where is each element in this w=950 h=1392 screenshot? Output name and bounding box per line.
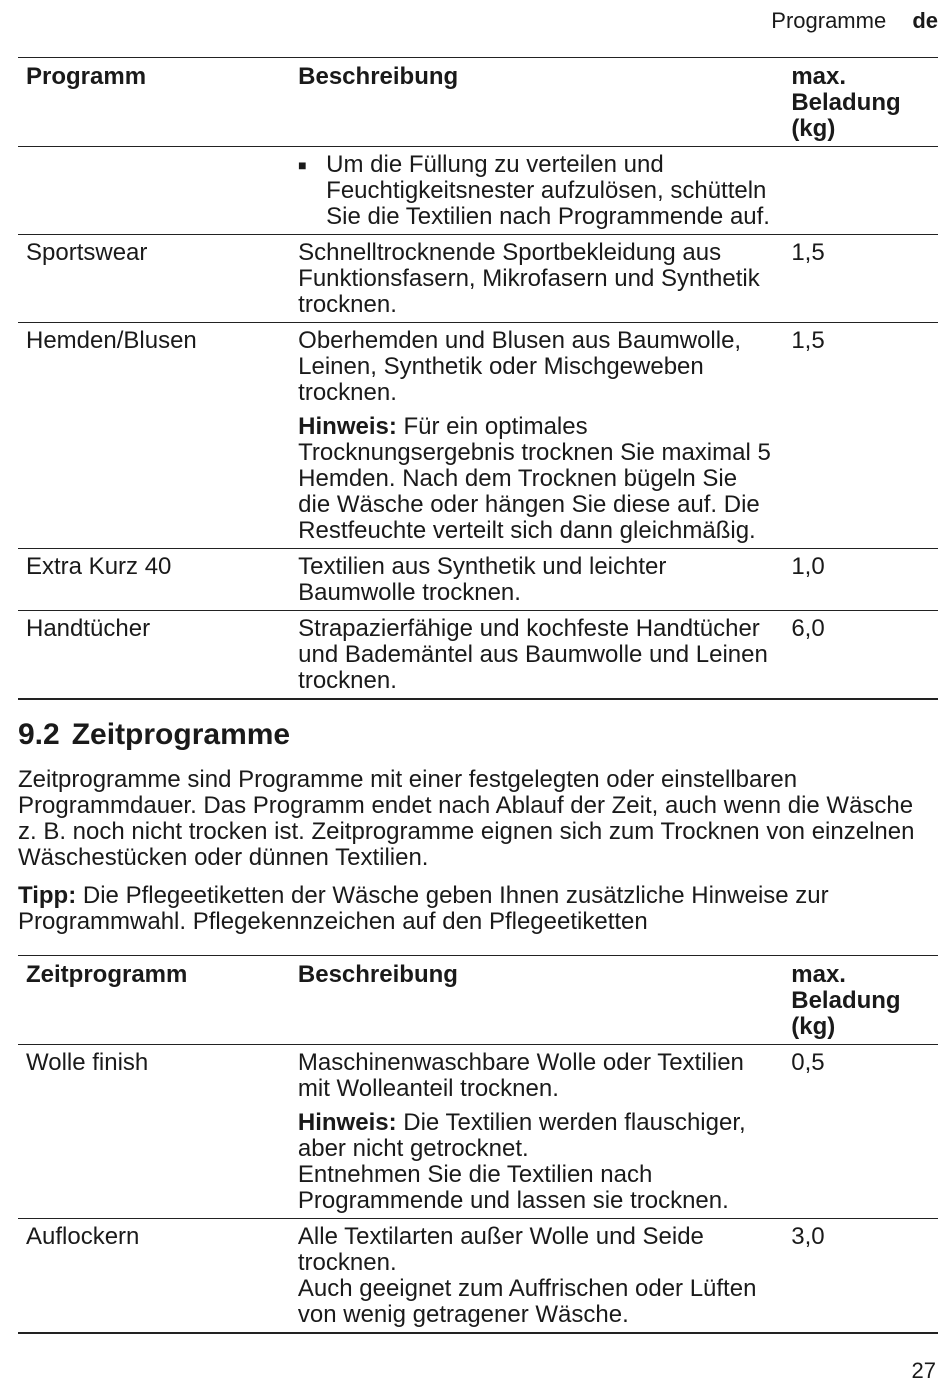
table-row xyxy=(18,549,938,611)
header-program: Programm xyxy=(26,63,147,90)
table-header-row xyxy=(18,58,938,147)
program-load: 1,5 xyxy=(791,327,825,354)
table-row xyxy=(18,323,938,549)
bullet-square-icon: ■ xyxy=(298,157,307,173)
time-program-table xyxy=(18,955,938,1334)
note-label: Hinweis: xyxy=(297,1109,397,1136)
program-name: Extra Kurz 40 xyxy=(26,553,172,580)
header-load: max. Beladung (kg) xyxy=(791,63,901,142)
section-number: 9.2 xyxy=(18,718,60,751)
program-load: 0,5 xyxy=(791,1049,825,1076)
note-text: Für ein optimales Trocknungsergebnis trocknen Sie maximal 5 Hemden. Nach dem Trocknen bügeln Sie die Wäsche oder hängen Sie diese auf. Die Restfeuchte verteilt sich dann gleichmäßig. xyxy=(298,413,771,544)
program-load: 3,0 xyxy=(791,1223,825,1250)
program-load: 6,0 xyxy=(791,615,825,642)
program-description: Maschinenwaschbare Wolle oder Textilien mit Wolleanteil trocknen. xyxy=(297,1049,744,1102)
header-section: Programme xyxy=(771,8,887,33)
program-name: Auflockern xyxy=(26,1223,140,1250)
note-extra: Entnehmen Sie die Textilien nach Programmende und lassen sie trocknen. xyxy=(297,1161,729,1214)
table-header-row xyxy=(18,956,938,1045)
table-row xyxy=(18,611,938,700)
program-description: Oberhemden und Blusen aus Baumwolle, Leinen, Synthetik oder Mischgeweben trocknen. xyxy=(298,327,742,406)
page-number: 27 xyxy=(911,1358,936,1383)
header-program: Zeitprogramm xyxy=(26,961,188,988)
header-load: max. Beladung (kg) xyxy=(791,961,901,1040)
program-note xyxy=(298,414,775,544)
header-description: Beschreibung xyxy=(298,63,459,90)
program-name: Handtücher xyxy=(26,615,151,642)
program-description: Strapazierfähige und kochfeste Handtücher und Bademäntel aus Baumwolle und Leinen trocknen. xyxy=(298,615,768,694)
tip-paragraph xyxy=(18,883,918,935)
section-intro: Zeitprogramme sind Programme mit einer festgelegten oder einstellbaren Programmdauer. Das Programm endet nach Ablauf der Zeit, auch wenn die Wäsche z. B. noch nicht trocken ist. Zeitprogramme eignen sich zum Trocknen von einzelnen Wäschestücken oder dünnen Textilien. xyxy=(18,766,915,871)
note-label: Hinweis: xyxy=(298,413,397,440)
program-note xyxy=(298,1110,775,1214)
table-row xyxy=(18,235,938,323)
program-description: Alle Textilarten außer Wolle und Seide trocknen. xyxy=(297,1223,704,1276)
program-load: 1,5 xyxy=(791,239,825,266)
bullet-text: Um die Füllung zu verteilen und Feuchtigkeitsnester aufzulösen, schütteln Sie die Textilien nach Programmende auf. xyxy=(326,151,770,230)
table-row xyxy=(18,1219,938,1334)
page-header xyxy=(771,8,938,34)
table-row xyxy=(18,1045,938,1219)
header-language: de xyxy=(912,8,938,33)
tip-text: Die Pflegeetiketten der Wäsche geben Ihnen zusätzliche Hinweise zur Programmwahl. Pflegekennzeichen auf den Pflegeetiketten xyxy=(18,882,829,935)
header-description: Beschreibung xyxy=(297,961,458,988)
program-load: 1,0 xyxy=(791,553,825,580)
tip-label: Tipp: xyxy=(18,882,77,909)
program-description: Schnelltrocknende Sportbekleidung aus Funktionsfasern, Mikrofasern und Synthetik trocknen. xyxy=(298,239,760,318)
section-title: Zeitprogramme xyxy=(71,718,291,751)
section-heading xyxy=(18,718,290,752)
program-description: Textilien aus Synthetik und leichter Baumwolle trocknen. xyxy=(298,553,667,606)
program-extra: Auch geeignet zum Auffrischen oder Lüften von wenig getragener Wäsche. xyxy=(297,1275,757,1328)
program-table xyxy=(18,57,938,700)
bullet-item xyxy=(298,152,775,230)
note-text: Die Textilien werden flauschiger, aber nicht getrocknet. xyxy=(297,1109,746,1162)
program-name: Hemden/Blusen xyxy=(26,327,197,354)
program-name: Sportswear xyxy=(26,239,148,266)
program-name: Wolle finish xyxy=(26,1049,149,1076)
table-row xyxy=(18,147,938,235)
